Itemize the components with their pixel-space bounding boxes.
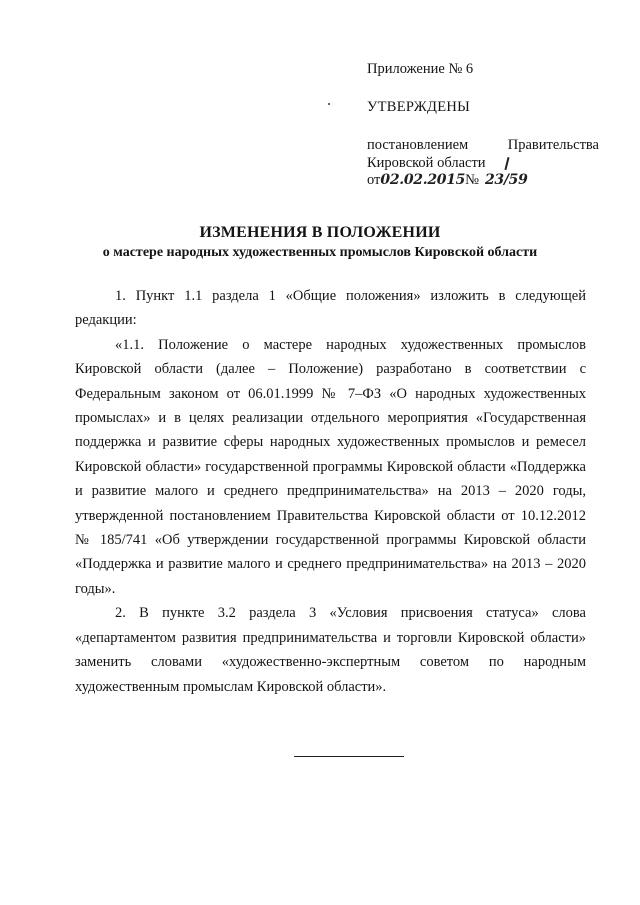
decree-date-number — [367, 172, 528, 189]
document-body — [75, 284, 586, 699]
decree-line-1 — [367, 137, 599, 154]
decree-from-prefix: от — [367, 172, 381, 188]
paragraph-1: 1. Пункт 1.1 раздела 1 «Общие положения» изложить в следующей редакции: — [75, 288, 586, 329]
document-title: ИЗМЕНЕНИЯ В ПОЛОЖЕНИИ — [199, 224, 441, 241]
annex-number: Приложение № 6 — [367, 61, 474, 77]
decree-region: Кировской области — [367, 155, 486, 171]
stray-dot-mark — [328, 103, 330, 105]
decree-date: 02.02.2015 — [380, 172, 466, 188]
approved-heading: УТВЕРЖДЕНЫ — [367, 99, 471, 115]
decree-number: 23/59 — [484, 172, 528, 188]
paragraph-2: 2. В пункте 3.2 раздела 3 «Условия присвоения статуса» слова «департаментом развития предпринимательства и торговли Кировской области» заменить словами «художественно-экспертным советом по народным художественным промыслам Кировской области». — [75, 605, 586, 695]
paragraph-quoted-1-1: «1.1. Положение о мастере народных художественных промыслов Кировской области (далее – Положение) разработано в соответствии с Федеральным законом от 06.01.1999 № 7–ФЗ «О народных художественных промыслах» и в целях реализации отдельного мероприятия «Государственная поддержка и развитие сферы народных художественных промыслов и ремесел Кировской области» государственной программы Кировской области «Поддержка и развитие малого и среднего предпринимательства» на 2013 – 2020 годы, утвержденной постановлением Правительства Кировской области от 10.12.2012 № 185/741 «Об утверждении государственной программы Кировской области «Поддержка и развитие малого и среднего предпринимательства» на 2013 – 2020 годы». — [75, 336, 586, 597]
decree-government: Правительства — [507, 137, 599, 153]
decree-word: постановлением — [367, 137, 469, 153]
handwritten-slash-mark — [504, 157, 509, 170]
decree-number-sign: № — [465, 172, 479, 188]
closing-separator-line — [294, 756, 404, 757]
document-subtitle: о мастере народных художественных промыслов Кировской области — [102, 245, 538, 260]
